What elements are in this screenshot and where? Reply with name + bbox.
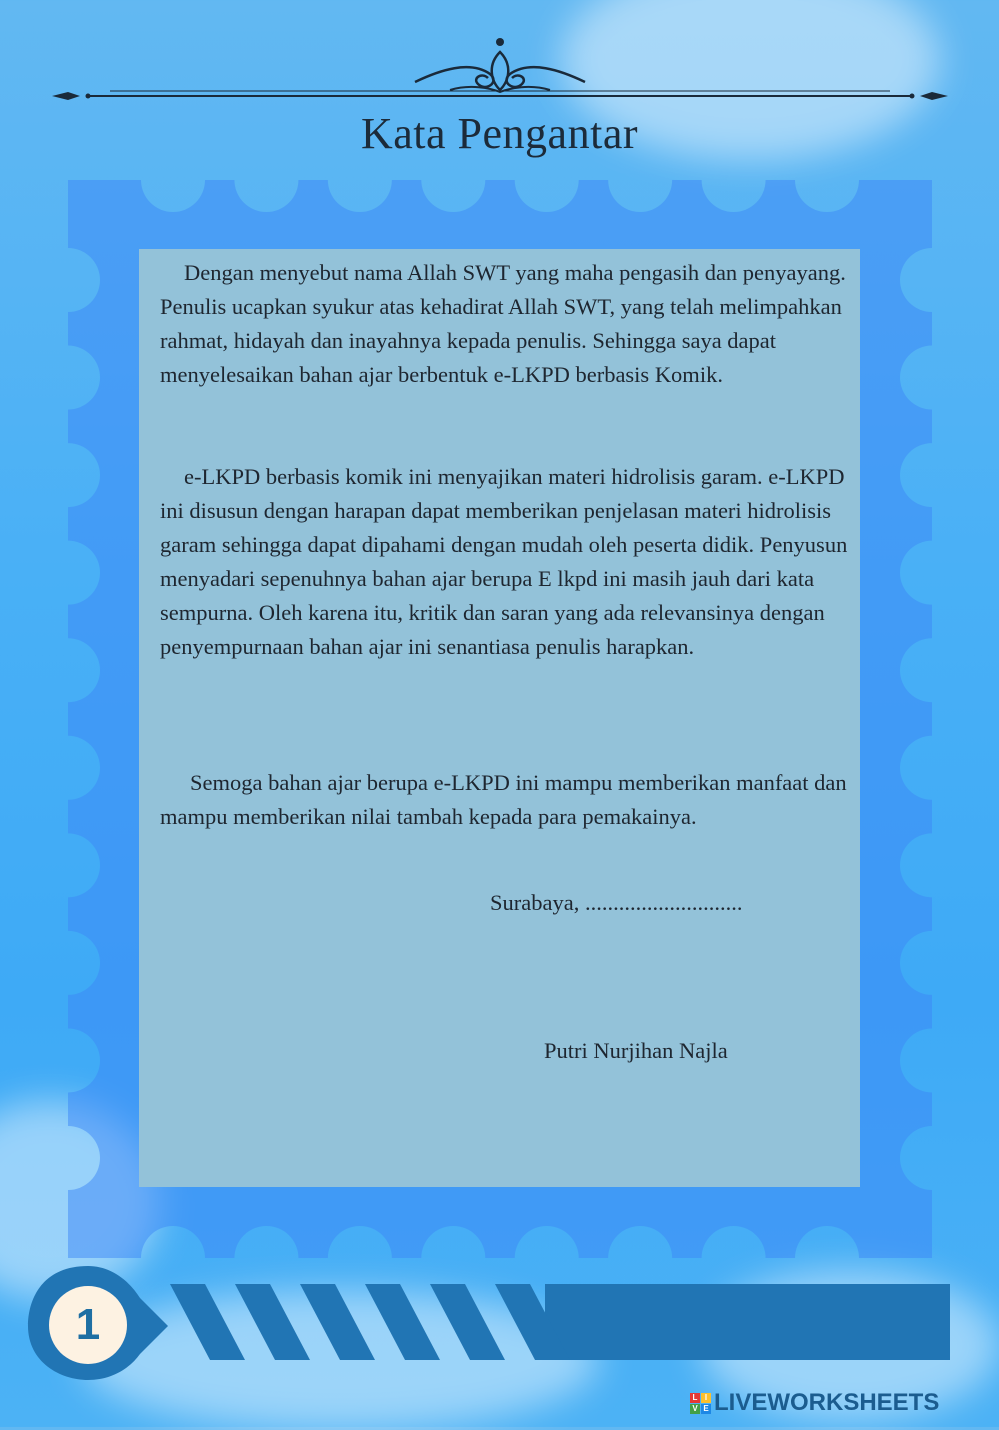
watermark-text: LIVEWORKSHEETS: [714, 1389, 940, 1416]
page-title: Kata Pengantar: [361, 109, 638, 158]
paragraph-closing: Semoga bahan ajar berupa e-LKPD ini mampu memberikan manfaat dan mampu memberikan nilai tambah kepada para pemakainya.: [160, 770, 847, 829]
paragraph-opening: Dengan menyebut nama Allah SWT yang maha pengasih dan penyayang. Penulis ucapkan syukur atas kehadirat Allah SWT, yang telah melimpahkan rahmat, hidayah dan inayahnya kepada penulis. Sehingga saya dapat menyelesaikan bahan ajar berbentuk e-LKPD berbasis Komik.: [160, 260, 846, 387]
liveworksheets-logo-icon: L I V E: [690, 1393, 711, 1414]
header-ornament: [50, 30, 950, 110]
author-name: Putri Nurjihan Najla: [544, 1038, 728, 1063]
place-date: Surabaya, ............................: [490, 890, 743, 915]
paragraph-description: e-LKPD berbasis komik ini menyajikan materi hidrolisis garam. e-LKPD ini disusun dengan harapan dapat memberikan penjelasan materi hidrolisis garam sehingga dapat dipahami dengan mudah oleh peserta didik. Penyusun menyadari sepenuhnya bahan ajar berupa E lkpd ini masih jauh dari kata sempurna. Oleh karena itu, kritik dan saran yang ada relevansinya dengan penyempurnaan bahan ajar ini senantiasa penulis harapkan.: [160, 464, 848, 659]
page-number-badge: 1: [49, 1286, 127, 1364]
footer-banner: [0, 1262, 999, 1392]
liveworksheets-watermark: [690, 1388, 939, 1418]
